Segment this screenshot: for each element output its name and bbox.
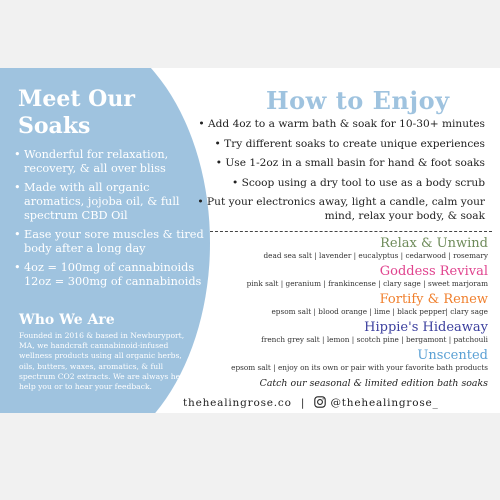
blend-ingredients: dead sea salt | lavender | eucalyptus | cedarwood | rosemary xyxy=(263,251,488,260)
soak-benefits-list xyxy=(14,148,204,294)
blend-hippies-hideaway xyxy=(261,320,488,345)
seasonal-note: Catch our seasonal & limited edition bath soaks xyxy=(259,378,488,389)
tip-item: • Put your electronics away, light a candle, calm your mind, relax your body, & soak xyxy=(180,196,485,223)
blend-fortify-renew xyxy=(271,292,488,317)
footer-separator: | xyxy=(300,397,306,409)
meet-our-soaks-heading: Meet Our Soaks xyxy=(18,86,135,139)
blend-ingredients: pink salt | geranium | frankincense | clary sage | sweet marjoram xyxy=(246,279,488,288)
dashed-divider xyxy=(210,231,492,232)
blend-name: Goddess Revival xyxy=(379,264,488,279)
footer xyxy=(183,396,439,409)
benefit-item: • Wonderful for relaxation, recovery, & all over bliss xyxy=(14,148,204,176)
blend-ingredients: epsom salt | blood orange | lime | black pepper| clary sage xyxy=(271,307,488,316)
blend-relax-unwind xyxy=(263,236,488,261)
website-link[interactable]: thehealingrose.co xyxy=(183,397,292,409)
blend-ingredients: french grey salt | lemon | scotch pine | bergamont | patchouli xyxy=(261,335,488,344)
blend-goddess-revival xyxy=(247,264,488,289)
tip-item: • Scoop using a dry tool to use as a body scrub xyxy=(180,177,485,191)
meet-our-soaks-panel xyxy=(0,68,205,413)
benefit-item: • Ease your sore muscles & tired body after a long day xyxy=(14,228,204,256)
how-to-enjoy-list xyxy=(180,118,485,229)
tip-item: • Use 1-2oz in a small basin for hand & foot soaks xyxy=(180,157,485,171)
instagram-icon xyxy=(314,396,326,408)
tip-item: • Try different soaks to create unique experiences xyxy=(180,138,485,152)
blend-name: Unscented xyxy=(417,348,488,363)
benefit-item: • Made with all organic aromatics, jojoba oil, & full spectrum CBD Oil xyxy=(14,181,204,223)
blend-ingredients: epsom salt | enjoy on its own or pair with your favorite bath products xyxy=(231,363,488,372)
blend-name: Hippie's Hideaway xyxy=(364,320,488,335)
info-card xyxy=(0,68,500,413)
benefit-item: • 4oz = 100mg of cannabinoids 12oz = 300mg of cannabinoids xyxy=(14,261,204,289)
about-text: Founded in 2016 & based in Newburyport, MA, we handcraft cannabinoid-infused wellness products using all organic herbs, oils, butters, waxes, aromatics, & full spectrum CO2 extracts. We are always here to help you or to hear your feedback. xyxy=(19,331,199,392)
who-we-are-heading: Who We Are xyxy=(19,312,115,328)
blend-name: Relax & Unwind xyxy=(380,236,488,251)
tip-item: • Add 4oz to a warm bath & soak for 10-30+ minutes xyxy=(180,118,485,132)
how-to-enjoy-heading: How to Enjoy xyxy=(266,86,450,115)
blend-unscented xyxy=(231,348,488,373)
instagram-handle[interactable]: @thehealingrose_ xyxy=(330,397,439,409)
blend-name: Fortify & Renew xyxy=(379,292,488,307)
